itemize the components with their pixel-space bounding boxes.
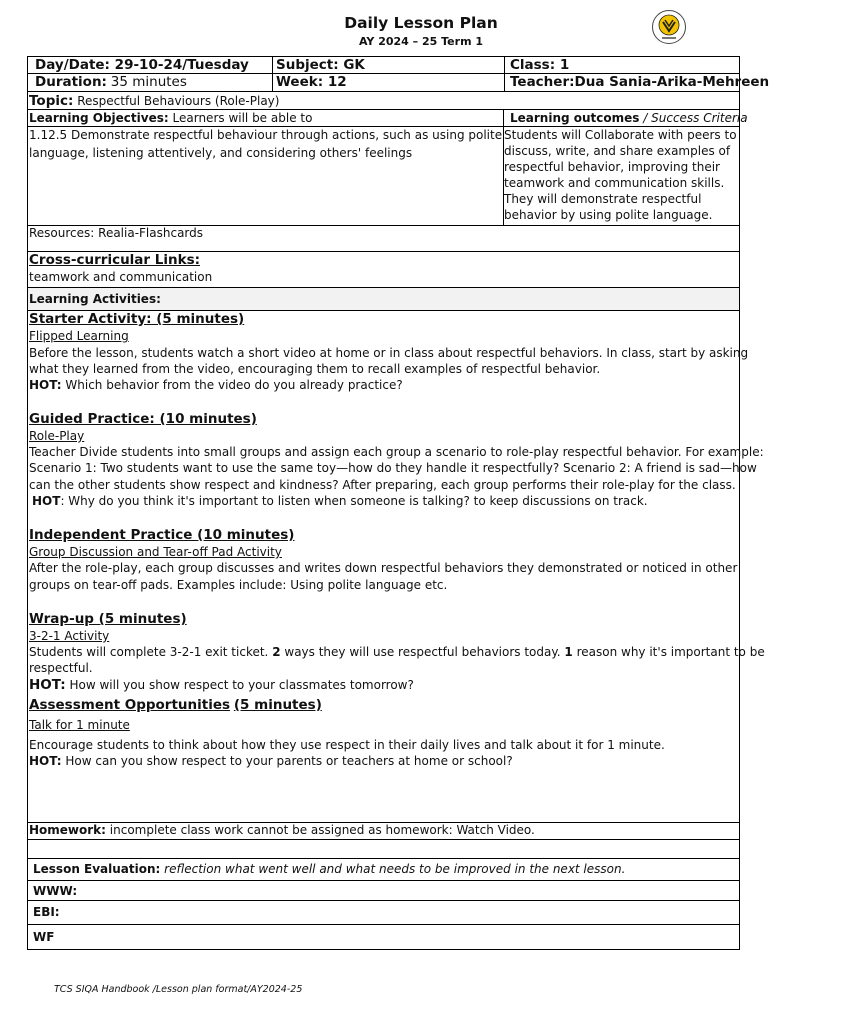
evaluation-value: reflection what went well and what needs to be improved in the next lesson.	[164, 862, 626, 876]
guided-line: can the other students show respect and kindness? After preparing, each group performs their role-play for the class.	[29, 478, 736, 492]
cross-curricular-label: Cross-curricular Links:	[29, 252, 201, 268]
hot-text: How will you show respect to your classmates tomorrow?	[69, 678, 414, 692]
evaluation-cell	[33, 862, 625, 876]
hot-label: HOT:	[29, 677, 66, 693]
topic-label: Topic:	[29, 93, 74, 109]
objectives-row	[28, 127, 739, 226]
hot-text: Which behavior from the video do you already practice?	[65, 378, 403, 392]
wrapup-text: Students will complete 3-2-1 exit ticket.	[29, 645, 269, 659]
day-date-value: 29-10-24/Tuesday	[114, 57, 249, 73]
resources-text: Resources: Realia-Flashcards	[29, 226, 204, 240]
hot-label: HOT:	[29, 754, 62, 768]
class-cell	[510, 57, 735, 73]
starter-hot	[29, 378, 403, 392]
outcome-line: teamwork and communication skills.	[504, 176, 725, 190]
teacher-cell	[510, 74, 770, 90]
week-cell	[276, 74, 496, 90]
homework-value: incomplete class work cannot be assigned as homework: Watch Video.	[109, 823, 535, 837]
hot-text: How can you show respect to your parents or teachers at home or school?	[65, 754, 513, 768]
activities-header-row	[28, 288, 739, 311]
wrapup-sub: 3-2-1 Activity	[29, 629, 110, 643]
subject-value: GK	[343, 57, 365, 73]
duration-cell	[35, 74, 265, 90]
homework-cell	[29, 823, 535, 837]
hot-label: HOT	[32, 494, 61, 508]
outcomes-header	[510, 111, 748, 125]
duration-value: 35 minutes	[110, 74, 187, 90]
wrapup-hot	[29, 677, 414, 693]
wrapup-text: reason why it's important to be	[576, 645, 765, 659]
topic-row	[28, 92, 739, 110]
objectives-label-rest: Learners will be able to	[172, 111, 313, 125]
objectives-label: Learning Objectives:	[29, 111, 169, 125]
lesson-plan-table	[27, 56, 770, 950]
objective-line: 1.12.5 Demonstrate respectful behaviour through actions, such as using polite	[29, 128, 503, 142]
outcomes-label-rest: / Success Criteria	[643, 111, 748, 125]
outcome-line: discuss, write, and share examples of	[504, 144, 731, 158]
assessment-heading	[29, 697, 322, 713]
teacher-label: Teacher:	[510, 74, 575, 90]
hot-text: : Why do you think it's important to listen when someone is talking? to keep discussions on track.	[60, 494, 648, 508]
page-title: Daily Lesson Plan	[344, 14, 498, 32]
duration-label: Duration:	[35, 74, 107, 90]
independent-line: After the role-play, each group discusses and writes down respectful behaviors they demonstrated or noticed in other	[29, 561, 738, 575]
activities-body	[28, 311, 765, 823]
cross-curricular-value: teamwork and communication	[29, 270, 213, 284]
assessment-sub: Talk for 1 minute	[29, 718, 130, 732]
assessment-hot	[29, 754, 513, 768]
school-crest-icon	[651, 9, 687, 45]
independent-heading: Independent Practice (10 minutes)	[29, 527, 295, 543]
outcome-line: They will demonstrate respectful	[504, 192, 702, 206]
objectives-header	[29, 111, 499, 125]
www-label: WWW:	[33, 884, 78, 898]
outcomes-label: Learning outcomes	[510, 111, 640, 125]
www-row	[28, 881, 739, 901]
homework-label: Homework:	[29, 823, 106, 837]
ebi-label: EBI:	[33, 905, 60, 919]
objectives-header-row	[28, 110, 748, 127]
assessment-line: Encourage students to think about how they use respect in their daily lives and talk about it for 1 minute.	[29, 738, 665, 752]
outcome-line: Students will Collaborate with peers to	[504, 128, 737, 142]
independent-sub: Group Discussion and Tear-off Pad Activity	[29, 545, 282, 559]
activities-label: Learning Activities:	[29, 292, 161, 306]
guided-line: Teacher Divide students into small groups and assign each group a scenario to role-play respectful behavior. For example:	[29, 445, 764, 459]
homework-row	[28, 823, 739, 840]
assessment-heading-text: Assessment Opportunities	[29, 697, 231, 713]
starter-heading: Starter Activity: (5 minutes)	[29, 311, 245, 327]
wrapup-number: 2	[272, 645, 281, 659]
guided-heading: Guided Practice: (10 minutes)	[29, 411, 257, 427]
cross-curricular-row	[28, 252, 739, 288]
subject-label: Subject:	[276, 57, 339, 73]
starter-line: what they learned from the video, encouraging them to recall examples of respectful behavior.	[29, 362, 601, 376]
evaluation-row	[28, 859, 739, 881]
topic-cell	[29, 93, 729, 109]
outcome-line: behavior by using polite language.	[504, 208, 713, 222]
assessment-heading-time: (5 minutes)	[233, 697, 322, 713]
evaluation-label: Lesson Evaluation:	[33, 862, 161, 876]
ebi-row	[28, 901, 739, 925]
wrapup-number: 1	[564, 645, 573, 659]
starter-sub: Flipped Learning	[29, 329, 129, 343]
guided-hot	[32, 494, 648, 508]
wrapup-line: respectful.	[29, 661, 93, 675]
guided-line: Scenario 1: Two students want to use the same toy—how do they handle it respectfully? Scenario 2: A friend is sad—how	[29, 461, 757, 475]
independent-line: groups on tear-off pads. Examples include: Using polite language etc.	[29, 578, 448, 592]
topic-value: Respectful Behaviours (Role-Play)	[77, 94, 280, 108]
teacher-value: Dua Sania-Arika-Mehreen	[574, 74, 770, 90]
footer-text: TCS SIQA Handbook /Lesson plan format/AY2024-25	[54, 984, 303, 995]
info-row-2	[28, 74, 770, 92]
day-date-cell	[35, 57, 265, 73]
day-date-label: Day/Date:	[35, 57, 110, 73]
wf-row	[28, 925, 739, 950]
wf-label: WF	[33, 930, 55, 944]
starter-line: Before the lesson, students watch a short video at home or in class about respectful behaviors. In class, start by asking	[29, 346, 749, 360]
subject-cell	[276, 57, 496, 73]
guided-sub: Role-Play	[29, 429, 85, 443]
spacer-row	[28, 840, 739, 859]
resources-row	[28, 226, 739, 252]
wrapup-text: ways they will use respectful behaviors today.	[284, 645, 561, 659]
week-value: 12	[327, 74, 347, 90]
hot-label: HOT:	[29, 378, 62, 392]
term-subtitle: AY 2024 – 25 Term 1	[358, 35, 484, 48]
class-value: 1	[559, 57, 570, 73]
info-row-1	[28, 57, 739, 74]
outcome-line: respectful behavior, improving their	[504, 160, 720, 174]
objective-line: language, listening attentively, and considering others' feelings	[29, 146, 413, 160]
class-label: Class:	[510, 57, 556, 73]
week-label: Week:	[276, 74, 324, 90]
wrapup-heading: Wrap-up (5 minutes)	[29, 611, 187, 627]
wrapup-line	[29, 645, 765, 659]
